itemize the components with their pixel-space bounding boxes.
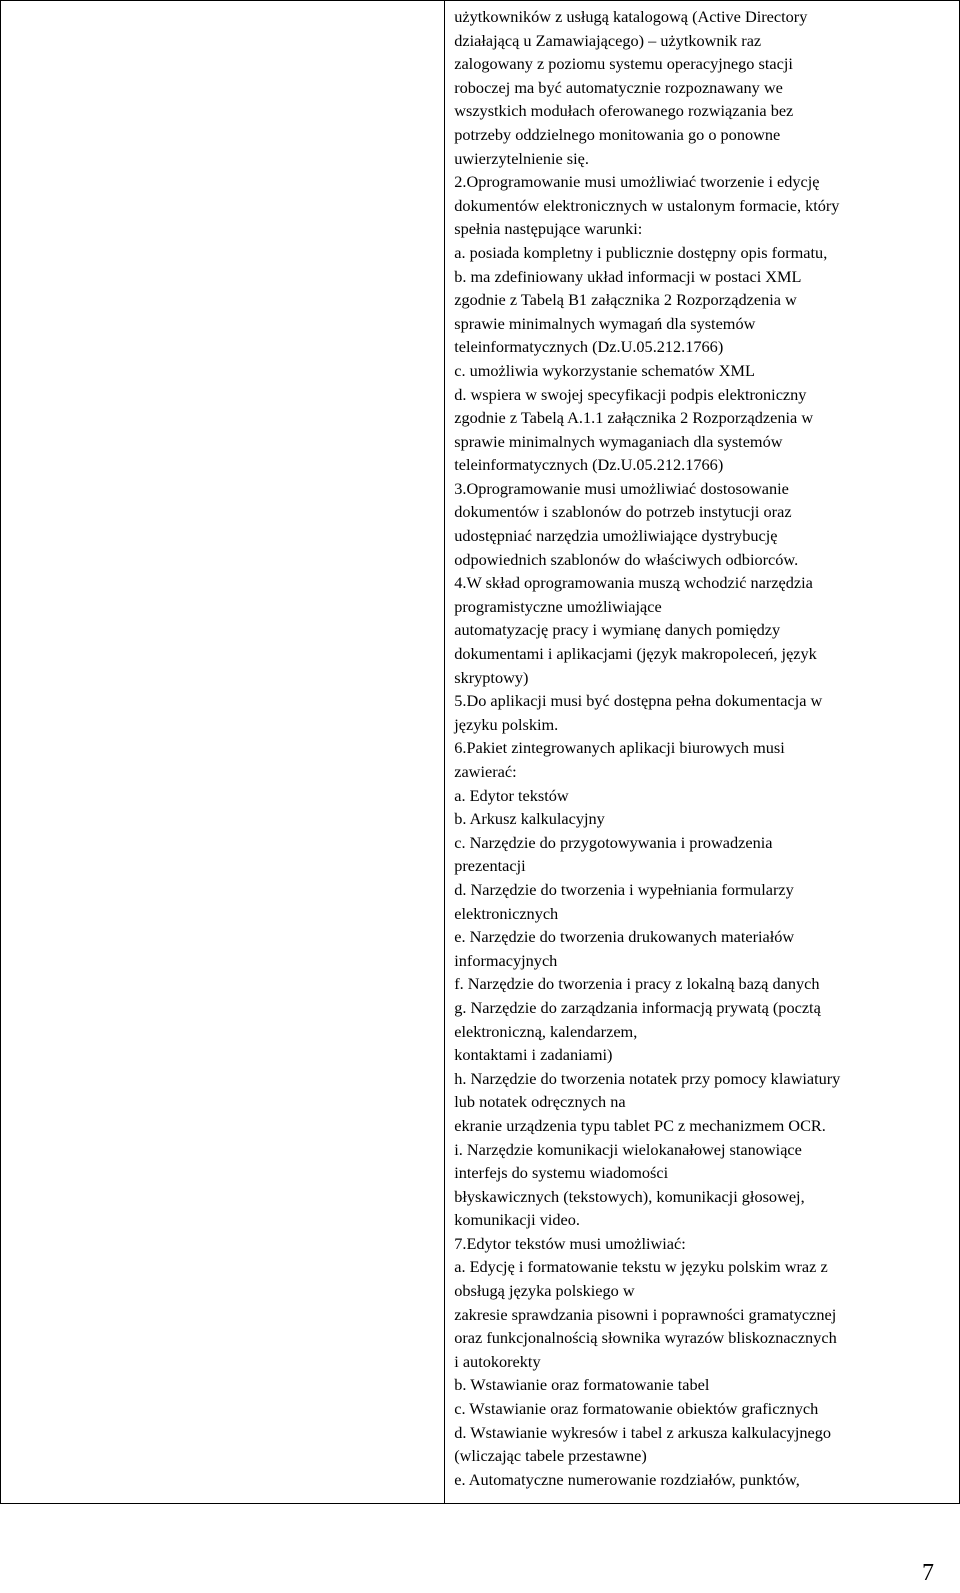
text-line: c. Narzędzie do przygotowywania i prowadzenia bbox=[454, 832, 773, 852]
text-line: (wliczając tabele przestawne) bbox=[454, 1446, 647, 1466]
text-line: d. Wstawianie wykresów i tabel z arkusza kalkulacyjnego bbox=[454, 1422, 831, 1442]
text-line: teleinformatycznych (Dz.U.05.212.1766) bbox=[454, 337, 724, 357]
text-line: 4.W skład oprogramowania muszą wchodzić narzędzia bbox=[454, 573, 813, 593]
page-number: 7 bbox=[922, 1560, 934, 1586]
text-line: c. umożliwia wykorzystanie schematów XML bbox=[454, 360, 755, 380]
text-line: elektroniczną, kalendarzem, bbox=[454, 1021, 638, 1041]
text-line: d. wspiera w swojej specyfikacji podpis elektroniczny bbox=[454, 384, 807, 404]
text-line: użytkowników z usługą katalogową (Active Directory bbox=[454, 7, 808, 26]
text-line: prezentacji bbox=[454, 856, 526, 876]
text-line: a. posiada kompletny i publicznie dostępny opis formatu, bbox=[454, 242, 828, 262]
text-line: a. Edycję i formatowanie tekstu w języku polskim wraz z bbox=[454, 1257, 828, 1277]
text-line: elektronicznych bbox=[454, 903, 559, 923]
text-line: 3.Oprogramowanie musi umożliwiać dostosowanie bbox=[454, 478, 789, 498]
text-line: dokumentów elektronicznych w ustalonym formacie, który bbox=[454, 195, 840, 215]
text-line: 6.Pakiet zintegrowanych aplikacji biurowych musi bbox=[454, 738, 785, 758]
text-line: sprawie minimalnych wymaganiach dla systemów bbox=[454, 431, 783, 451]
text-line: a. Edytor tekstów bbox=[454, 785, 569, 805]
text-line: e. Automatyczne numerowanie rozdziałów, punktów, bbox=[454, 1469, 800, 1489]
text-line: zgodnie z Tabelą A.1.1 załącznika 2 Rozporządzenia w bbox=[454, 408, 814, 428]
text-line: udostępniać narzędzia umożliwiające dystrybucję bbox=[454, 526, 778, 546]
text-line: zgodnie z Tabelą B1 załącznika 2 Rozporządzenia w bbox=[454, 290, 797, 310]
text-line: teleinformatycznych (Dz.U.05.212.1766) bbox=[454, 455, 724, 475]
text-line: i autokorekty bbox=[454, 1351, 541, 1371]
text-line: g. Narzędzie do zarządzania informacją prywatą (pocztą bbox=[454, 997, 821, 1017]
text-line: interfejs do systemu wiadomości bbox=[454, 1163, 669, 1183]
requirements-text bbox=[445, 1, 959, 1491]
text-line: błyskawicznych (tekstowych), komunikacji głosowej, bbox=[454, 1186, 805, 1206]
text-line: kontaktami i zadaniami) bbox=[454, 1045, 613, 1065]
text-line: komunikacji video. bbox=[454, 1210, 580, 1230]
text-line: lub notatek odręcznych na bbox=[454, 1092, 626, 1112]
text-line: zawierać: bbox=[454, 762, 517, 781]
text-line: spełnia następujące warunki: bbox=[454, 219, 643, 239]
text-line: uwierzytelnienie się. bbox=[454, 148, 589, 168]
text-line: programistyczne umożliwiające bbox=[454, 596, 662, 616]
text-line: d. Narzędzie do tworzenia i wypełniania formularzy bbox=[454, 879, 794, 899]
text-line: ekranie urządzenia typu tablet PC z mechanizmem OCR. bbox=[454, 1115, 826, 1135]
text-line: i. Narzędzie komunikacji wielokanałowej stanowiące bbox=[454, 1139, 802, 1159]
text-line: dokumentów i szablonów do potrzeb instytucji oraz bbox=[454, 502, 792, 522]
text-line: h. Narzędzie do tworzenia notatek przy pomocy klawiatury bbox=[454, 1068, 841, 1088]
text-line: języku polskim. bbox=[454, 714, 559, 734]
text-line: potrzeby oddzielnego monitowania go o ponowne bbox=[454, 124, 781, 144]
text-line: roboczej ma być automatycznie rozpoznawany we bbox=[454, 77, 783, 97]
text-line: odpowiednich szablonów do właściwych odbiorców. bbox=[454, 549, 799, 569]
text-line: skryptowy) bbox=[454, 667, 529, 687]
text-line: e. Narzędzie do tworzenia drukowanych materiałów bbox=[454, 927, 795, 947]
text-line: wszystkich modułach oferowanego rozwiązania bez bbox=[454, 101, 794, 121]
text-line: zakresie sprawdzania pisowni i poprawności gramatycznej bbox=[454, 1304, 837, 1324]
text-line: 2.Oprogramowanie musi umożliwiać tworzenie i edycję bbox=[454, 172, 820, 192]
text-line: sprawie minimalnych wymagań dla systemów bbox=[454, 313, 756, 333]
text-line: dokumentami i aplikacjami (język makropoleceń, język bbox=[454, 644, 817, 664]
text-line: c. Wstawianie oraz formatowanie obiektów graficznych bbox=[454, 1399, 819, 1419]
text-line: b. ma zdefiniowany układ informacji w postaci XML bbox=[454, 266, 802, 286]
text-line: automatyzację pracy i wymianę danych pomiędzy bbox=[454, 620, 781, 640]
text-line: b. Arkusz kalkulacyjny bbox=[454, 809, 605, 829]
text-line: oraz funkcjonalnością słownika wyrazów bliskoznacznych bbox=[454, 1328, 837, 1348]
empty-left-cell bbox=[1, 1, 445, 1504]
text-line: obsługą języka polskiego w bbox=[454, 1281, 635, 1301]
text-line: b. Wstawianie oraz formatowanie tabel bbox=[454, 1375, 710, 1395]
text-line: działającą u Zamawiającego) – użytkownik raz bbox=[454, 30, 762, 50]
requirements-cell bbox=[445, 1, 960, 1504]
text-line: 5.Do aplikacji musi być dostępna pełna dokumentacja w bbox=[454, 691, 823, 711]
text-line: informacyjnych bbox=[454, 950, 558, 970]
text-line: f. Narzędzie do tworzenia i pracy z lokalną bazą danych bbox=[454, 974, 820, 994]
table-row bbox=[1, 1, 960, 1504]
text-line: 7.Edytor tekstów musi umożliwiać: bbox=[454, 1233, 686, 1253]
text-line: zalogowany z poziomu systemu operacyjnego stacji bbox=[454, 54, 793, 74]
